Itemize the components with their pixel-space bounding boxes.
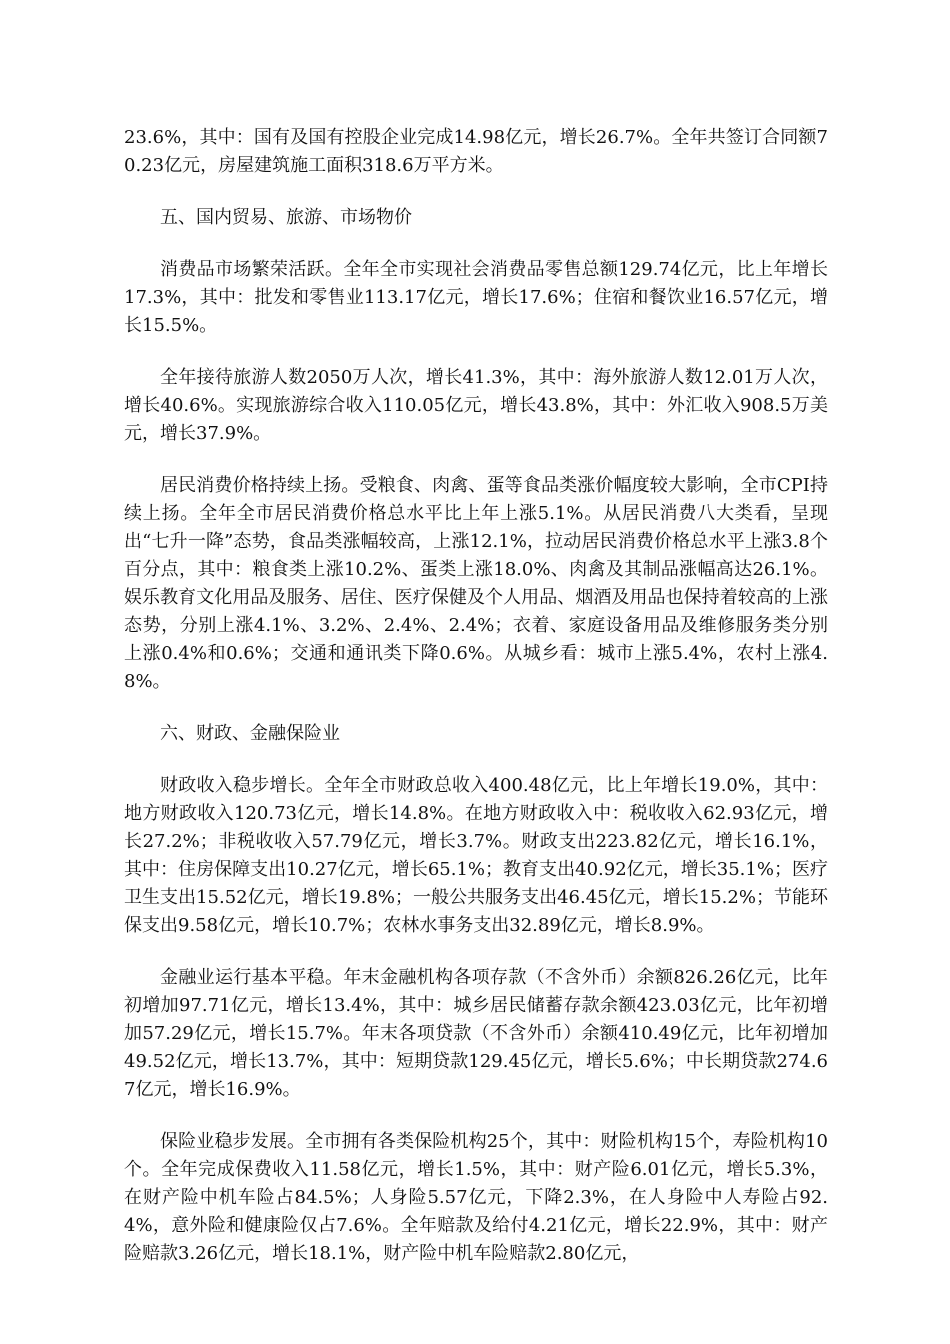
- section-heading-finance-insurance: 六、财政、金融保险业: [160, 723, 340, 744]
- paragraph-tourism: 全年接待旅游人数2050万人次，增长41.3%，其中：海外旅游人数12.01万人次，增长40.6%。实现旅游综合收入110.05亿元，增长43.8%，其中：外汇收入908.5万美元，增长37.9%。: [124, 367, 828, 444]
- paragraph-insurance: 保险业稳步发展。全市拥有各类保险机构25个，其中：财险机构15个，寿险机构10个。全年完成保费收入11.58亿元，增长1.5%，其中：财产险6.01亿元，增长5.3%，在财产险中机车险占84.5%；人身险5.57亿元，下降2.3%，在人身险中人寿险占92.4%，意外险和健康险仅占7.6%。全年赔款及给付4.21亿元，增长22.9%，其中：财产险赔款3.26亿元，增长18.1%，财产险中机车险赔款2.80亿元，: [124, 1131, 828, 1264]
- paragraph-banking: 金融业运行基本平稳。年末金融机构各项存款（不含外币）余额826.26亿元，比年初增加97.71亿元，增长13.4%，其中：城乡居民储蓄存款余额423.03亿元，比年初增加57.29亿元，增长15.7%。年末各项贷款（不含外币）余额410.49亿元，比年初增加49.52亿元，增长13.7%，其中：短期贷款129.45亿元，增长5.6%；中长期贷款274.67亿元，增长16.9%。: [124, 967, 828, 1100]
- paragraph-consumer-goods: 消费品市场繁荣活跃。全年全市实现社会消费品零售总额129.74亿元，比上年增长17.3%，其中：批发和零售业113.17亿元，增长17.6%；住宿和餐饮业16.57亿元，增长15.5%。: [124, 259, 828, 336]
- paragraph-consumer-prices: 居民消费价格持续上扬。受粮食、肉禽、蛋等食品类涨价幅度较大影响，全市CPI持续上扬。全年全市居民消费价格总水平比上年上涨5.1%。从居民消费八大类看，呈现出“七升一降”态势，食品类涨幅较高，上涨12.1%，拉动居民消费价格总水平上涨3.8个百分点，其中：粮食类上涨10.2%、蛋类上涨18.0%、肉禽及其制品涨幅高达26.1%。娱乐教育文化用品及服务、居住、医疗保健及个人用品、烟酒及用品也保持着较高的上涨态势，分别上涨4.1%、3.2%、2.4%、2.4%；衣着、家庭设备用品及维修服务类分别上涨0.4%和0.6%；交通和通讯类下降0.6%。从城乡看：城市上涨5.4%，农村上涨4.8%。: [124, 475, 828, 692]
- document-body: [124, 124, 828, 1292]
- paragraph-fiscal-revenue: 财政收入稳步增长。全年全市财政总收入400.48亿元，比上年增长19.0%，其中：地方财政收入120.73亿元，增长14.8%。在地方财政收入中：税收收入62.93亿元，增长27.2%；非税收收入57.79亿元，增长3.7%。财政支出223.82亿元，增长16.1%，其中：住房保障支出10.27亿元，增长65.1%；教育支出40.92亿元，增长35.1%；医疗卫生支出15.52亿元，增长19.8%；一般公共服务支出46.45亿元，增长15.2%；节能环保支出9.58亿元，增长10.7%；农林水事务支出32.89亿元，增长8.9%。: [124, 775, 828, 936]
- paragraph-construction-continued: 23.6%，其中：国有及国有控股企业完成14.98亿元，增长26.7%。全年共签订合同额70.23亿元，房屋建筑施工面积318.6万平方米。: [124, 127, 828, 176]
- section-heading-trade-tourism-prices: 五、国内贸易、旅游、市场物价: [160, 207, 412, 228]
